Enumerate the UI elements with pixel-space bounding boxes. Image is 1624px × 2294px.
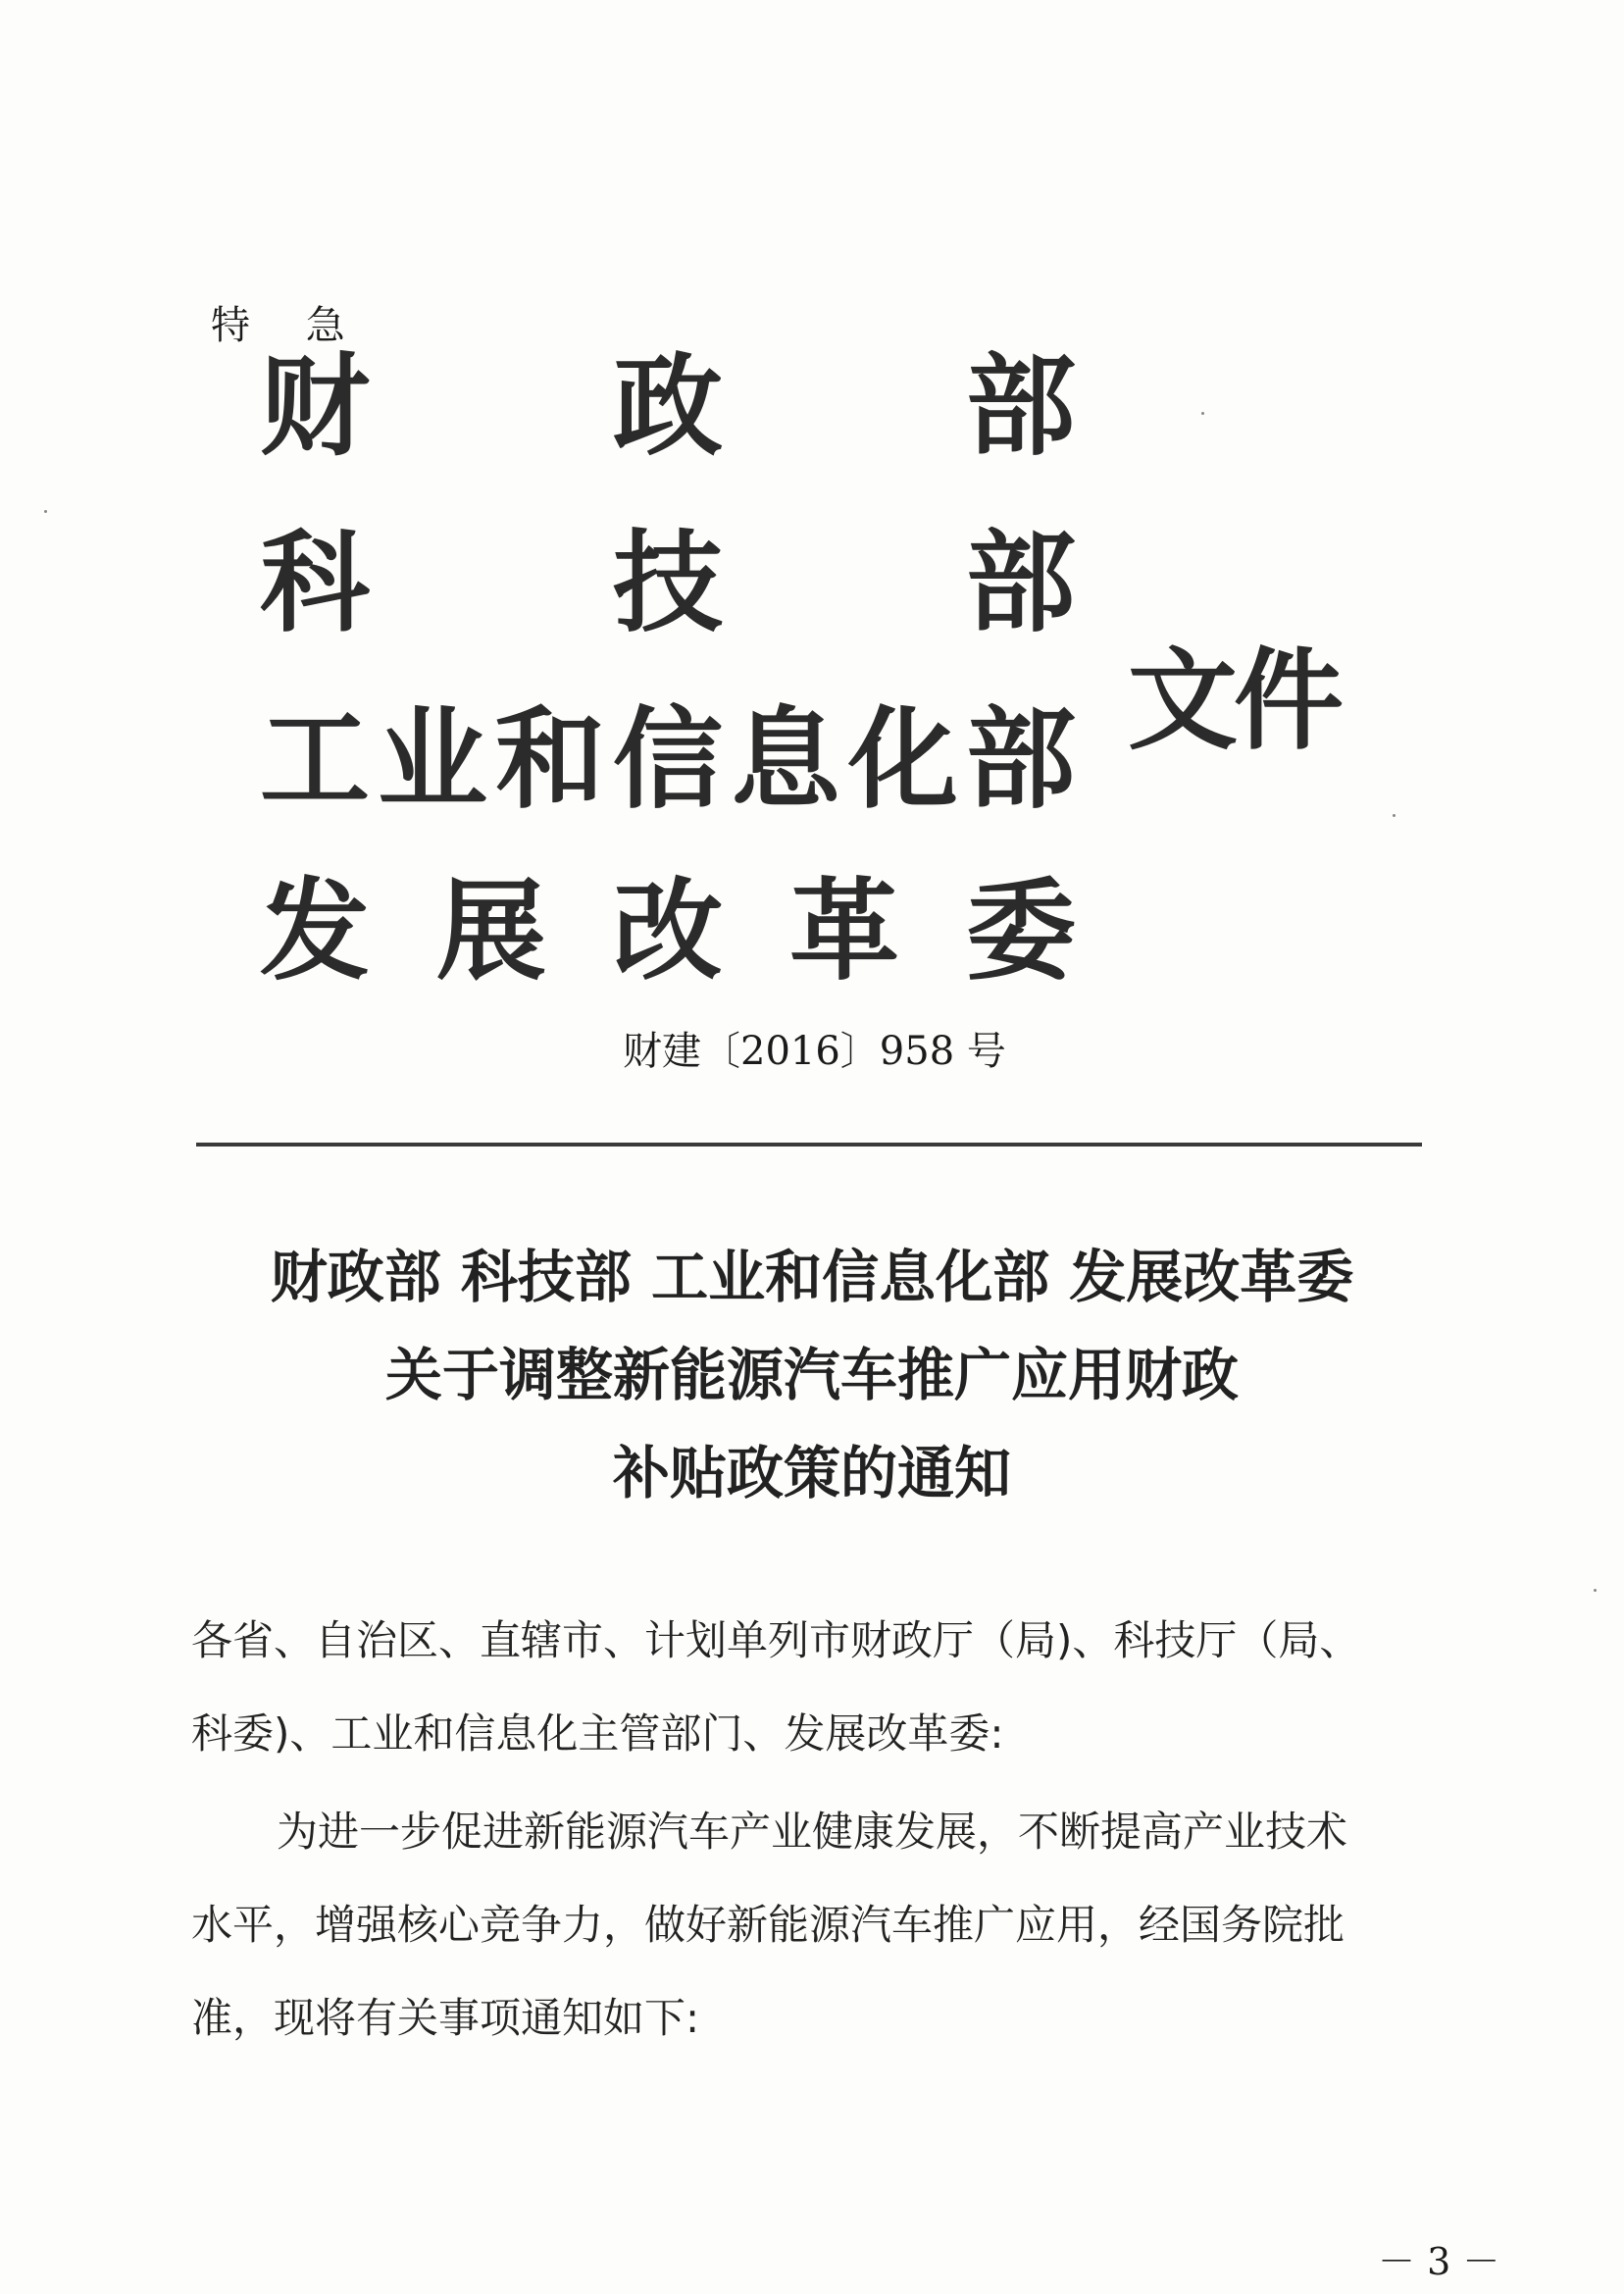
header-divider <box>196 1143 1422 1147</box>
issuer-char: 工 <box>260 696 370 824</box>
paragraph-line: 为进一步促进新能源汽车产业健康发展，不断提高产业技术 <box>235 1808 1348 1856</box>
issuer-char: 委 <box>966 868 1076 995</box>
scan-speck <box>1201 412 1204 415</box>
page-number: － 3 － <box>1378 2240 1500 2283</box>
issuer-char: 政 <box>613 343 723 471</box>
issuer-char: 息 <box>731 696 840 824</box>
issuer-char: 科 <box>260 520 370 647</box>
scan-speck <box>44 510 47 513</box>
scan-speck <box>1594 1589 1597 1592</box>
title-line-3: 补贴政策的通知 <box>612 1440 1011 1506</box>
issuer-char: 展 <box>436 868 546 995</box>
issuer-char: 财 <box>260 343 370 471</box>
doc-type-label: 文件 <box>1128 637 1340 765</box>
recipients-line-2: 科委)、工业和信息化主管部门、发展改革委: <box>191 1709 1004 1758</box>
scan-speck <box>1393 814 1396 817</box>
title-line-2: 关于调整新能源汽车推广应用财政 <box>384 1342 1239 1408</box>
issuer-char: 业 <box>378 696 487 824</box>
issuer-miit <box>260 696 1076 824</box>
title-line-1: 财政部 科技部 工业和信息化部 发展改革委 <box>270 1244 1354 1310</box>
issuer-char: 信 <box>613 696 723 824</box>
issuer-science-ministry <box>260 520 1076 647</box>
urgency-label: 特 急 <box>211 303 367 348</box>
document-number: 财建〔2016〕958 号 <box>623 1029 1006 1074</box>
paragraph-line: 水平，增强核心竞争力，做好新能源汽车推广应用，经国务院批 <box>191 1901 1345 1949</box>
issuer-char: 发 <box>260 868 370 995</box>
issuer-char: 化 <box>848 696 958 824</box>
recipients-line-1: 各省、自治区、直辖市、计划单列市财政厅（局)、科技厅（局、 <box>191 1616 1361 1664</box>
paragraph-line: 准，现将有关事项通知如下: <box>191 1994 700 2042</box>
issuer-char: 部 <box>966 343 1076 471</box>
issuer-char: 部 <box>966 696 1076 824</box>
issuer-char: 革 <box>789 868 899 995</box>
issuer-char: 改 <box>613 868 723 995</box>
issuer-char: 技 <box>613 520 723 647</box>
issuer-char: 部 <box>966 520 1076 647</box>
issuer-char: 和 <box>495 696 605 824</box>
issuer-ndrc <box>260 868 1076 995</box>
issuer-finance-ministry <box>260 343 1076 471</box>
